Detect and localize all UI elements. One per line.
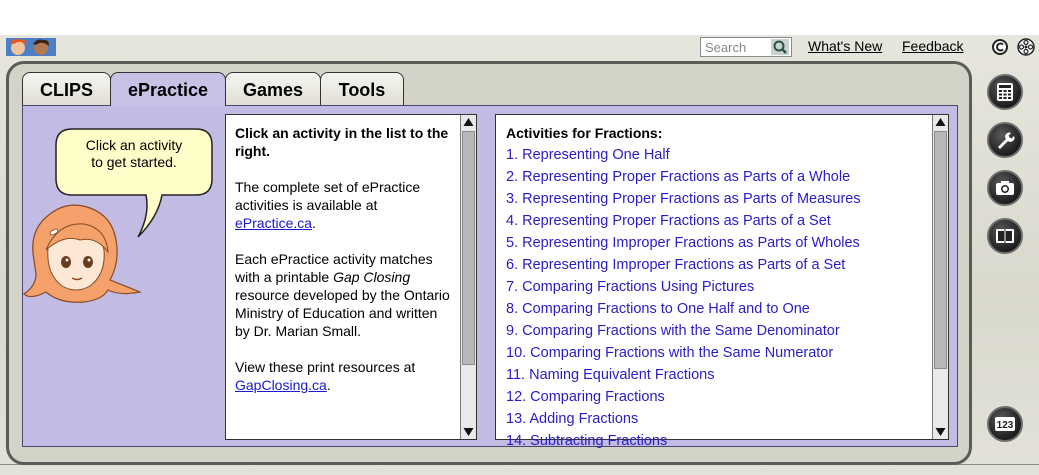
info-text: resource developed by the Ontario Ministry of Education and written by Dr. Marian Small. xyxy=(235,287,450,339)
epractice-link[interactable]: ePractice.ca xyxy=(235,215,313,231)
scroll-up-arrow-icon[interactable] xyxy=(461,115,476,130)
list-item[interactable]: 1. Representing One Half xyxy=(506,147,670,163)
feedback-link[interactable]: Feedback xyxy=(902,38,964,54)
info-text: Each ePractice activity matches with a printable xyxy=(235,251,433,285)
info-paragraph xyxy=(235,250,455,340)
search-input[interactable] xyxy=(700,37,792,57)
logo xyxy=(6,37,56,57)
list-item[interactable]: 13. Adding Fractions xyxy=(506,411,639,427)
book-icon xyxy=(995,226,1015,246)
calculator-icon xyxy=(995,82,1015,102)
counter-label: 123 xyxy=(996,420,1014,431)
bubble-line: Click an activity xyxy=(85,137,183,153)
list-item[interactable]: 12. Comparing Fractions xyxy=(506,389,665,405)
activities-list xyxy=(506,144,926,452)
counter-icon xyxy=(995,414,1015,434)
tab-label: ePractice xyxy=(127,80,209,100)
settings-gear-icon[interactable] xyxy=(1017,38,1035,56)
list-item[interactable]: 6. Representing Improper Fractions as Parts of a Set xyxy=(506,257,846,273)
list-item[interactable]: 4. Representing Proper Fractions as Parts of a Set xyxy=(506,213,831,229)
number-tool-button[interactable] xyxy=(987,406,1023,442)
tab-label: Tools xyxy=(338,80,386,100)
tab-games[interactable] xyxy=(225,72,321,107)
info-textbox[interactable] xyxy=(225,114,477,440)
copyright-icon[interactable] xyxy=(991,38,1009,56)
scroll-down-arrow-icon[interactable] xyxy=(461,424,476,439)
tab-epractice[interactable] xyxy=(110,72,226,106)
info-text: The complete set of ePractice activities is available at xyxy=(235,179,421,213)
list-item[interactable]: 5. Representing Improper Fractions as Parts of Wholes xyxy=(506,235,860,251)
activities-scrollbar[interactable] xyxy=(932,115,948,439)
list-item[interactable]: 11. Naming Equivalent Fractions xyxy=(506,367,715,383)
calculator-button[interactable] xyxy=(987,74,1023,110)
bubble-text xyxy=(54,137,214,171)
info-text: View these print resources at xyxy=(235,359,416,375)
guide-character-illustration xyxy=(24,200,142,304)
wrench-icon xyxy=(995,130,1015,150)
activities-listbox[interactable] xyxy=(495,114,949,449)
activities-title: Activities for Fractions: xyxy=(506,125,663,141)
list-item[interactable]: 7. Comparing Fractions Using Pictures xyxy=(506,279,755,295)
list-item[interactable]: 3. Representing Proper Fractions as Parts of Measures xyxy=(506,191,861,207)
scroll-thumb[interactable] xyxy=(934,131,947,369)
tab-tools[interactable] xyxy=(320,72,404,107)
scroll-thumb[interactable] xyxy=(462,131,475,365)
list-item[interactable]: 8. Comparing Fractions to One Half and to One xyxy=(506,301,810,317)
info-paragraph xyxy=(235,178,455,232)
info-text: . xyxy=(312,215,316,231)
info-content xyxy=(235,124,455,412)
scroll-up-arrow-icon[interactable] xyxy=(933,115,948,130)
info-paragraph xyxy=(235,358,455,394)
list-item[interactable]: 9. Comparing Fractions with the Same Denominator xyxy=(506,323,840,339)
info-lead: Click an activity in the list to the right. xyxy=(235,125,449,159)
whats-new-link[interactable]: What's New xyxy=(808,38,883,54)
tab-label: Games xyxy=(242,80,304,100)
book-button[interactable] xyxy=(987,218,1023,254)
list-item[interactable]: 14. Subtracting Fractions xyxy=(506,433,668,449)
search-placeholder: Search xyxy=(705,40,747,55)
list-item[interactable]: 10. Comparing Fractions with the Same Numerator xyxy=(506,345,834,361)
camera-button[interactable] xyxy=(987,170,1023,206)
gapclosing-link[interactable]: GapClosing.ca xyxy=(235,377,327,393)
info-emphasis: Gap Closing xyxy=(333,269,411,285)
camera-icon xyxy=(995,178,1015,198)
scroll-down-arrow-icon[interactable] xyxy=(933,424,948,439)
tab-clips[interactable] xyxy=(22,72,111,107)
tab-label: CLIPS xyxy=(39,80,93,100)
bubble-line: to get started. xyxy=(91,154,177,170)
search-icon[interactable] xyxy=(771,39,789,55)
tools-button[interactable] xyxy=(987,122,1023,158)
list-item[interactable]: 2. Representing Proper Fractions as Parts of a Whole xyxy=(506,169,851,185)
info-scrollbar[interactable] xyxy=(460,115,476,439)
info-text: . xyxy=(326,377,331,393)
